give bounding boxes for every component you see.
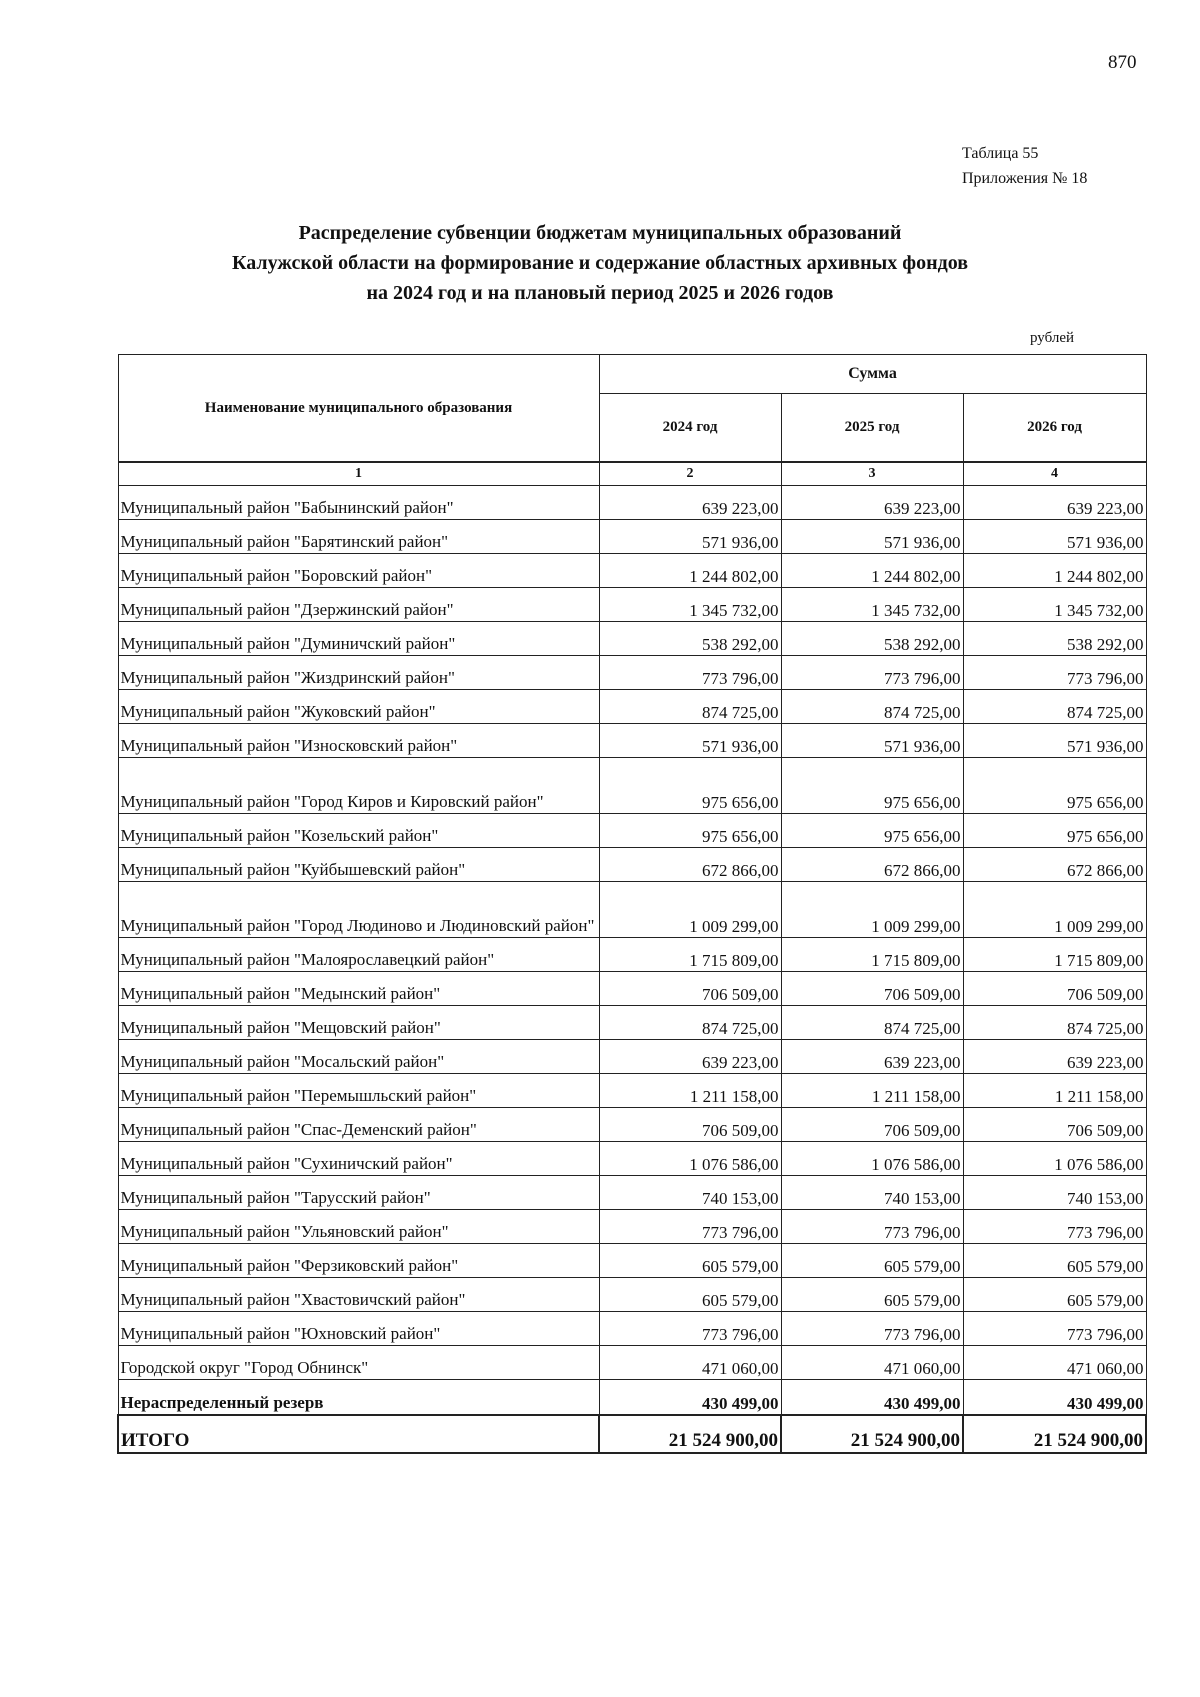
amount-2024: 605 579,00 [599,1278,781,1312]
table-row [118,972,1146,1006]
amount-2026: 1 244 802,00 [963,554,1146,588]
amount-2024: 471 060,00 [599,1346,781,1380]
municipality-name: Муниципальный район "Дзержинский район" [118,588,599,622]
amount-2026: 1 076 586,00 [963,1142,1146,1176]
municipality-name: Нераспределенный резерв [118,1380,599,1416]
amount-2026: 1 715 809,00 [963,938,1146,972]
reserve-row [118,1380,1146,1416]
table-row [118,1142,1146,1176]
amount-2024: 639 223,00 [599,486,781,520]
page-number: 870 [1108,52,1137,73]
municipality-name: Муниципальный район "Спас-Деменский район" [118,1108,599,1142]
title-line-3: на 2024 год и на плановый период 2025 и 2026 годов [366,282,834,304]
table-row [118,1074,1146,1108]
municipality-name: Муниципальный район "Перемышльский район" [118,1074,599,1108]
municipality-name: Муниципальный район "Город Людиново и Людиновский район" [118,882,599,938]
amount-2026: 1 009 299,00 [963,882,1146,938]
table-row [118,1346,1146,1380]
table-row [118,486,1146,520]
amount-2024: 1 345 732,00 [599,588,781,622]
municipality-name: Муниципальный район "Хвастовичский район" [118,1278,599,1312]
table-row [118,690,1146,724]
table-ref-line-1: Таблица 55 [962,145,1039,162]
municipality-name: Муниципальный район "Куйбышевский район" [118,848,599,882]
amount-2024: 639 223,00 [599,1040,781,1074]
amount-2025: 975 656,00 [781,758,963,814]
year-header-2024: 2024 год [599,393,781,462]
municipality-name: Муниципальный район "Жуковский район" [118,690,599,724]
amount-2026: 605 579,00 [963,1278,1146,1312]
table-row [118,1244,1146,1278]
table-row [118,1006,1146,1040]
table-row [118,520,1146,554]
amount-2024: 1 076 586,00 [599,1142,781,1176]
table-row [118,1040,1146,1074]
table-row [118,588,1146,622]
amount-2026: 571 936,00 [963,724,1146,758]
amount-2026: 773 796,00 [963,1312,1146,1346]
amount-2026: 1 345 732,00 [963,588,1146,622]
year-header-2026: 2026 год [963,393,1146,462]
table-row [118,1210,1146,1244]
municipality-name: Муниципальный район "Мещовский район" [118,1006,599,1040]
municipality-name: Муниципальный район "Ульяновский район" [118,1210,599,1244]
amount-2025: 1 345 732,00 [781,588,963,622]
municipality-name: Муниципальный район "Думиничский район" [118,622,599,656]
table-row [118,938,1146,972]
amount-2025: 571 936,00 [781,520,963,554]
municipality-name: Муниципальный район "Малоярославецкий район" [118,938,599,972]
amount-2025: 874 725,00 [781,690,963,724]
document-title [150,218,1050,308]
amount-2026: 740 153,00 [963,1176,1146,1210]
amount-2026: 672 866,00 [963,848,1146,882]
column-number: 4 [963,462,1146,486]
municipality-name: Муниципальный район "Медынский район" [118,972,599,1006]
municipality-name: Муниципальный район "Ферзиковский район" [118,1244,599,1278]
table-ref-line-2: Приложения № 18 [962,170,1088,187]
table-row [118,882,1146,938]
municipality-name: Муниципальный район "Козельский район" [118,814,599,848]
amount-2025: 605 579,00 [781,1244,963,1278]
amount-2025: 639 223,00 [781,1040,963,1074]
amount-2025: 706 509,00 [781,972,963,1006]
amount-2026: 639 223,00 [963,486,1146,520]
amount-2024: 773 796,00 [599,1210,781,1244]
units-label: рублей [1030,330,1075,346]
amount-2026: 706 509,00 [963,1108,1146,1142]
amount-2025: 1 715 809,00 [781,938,963,972]
amount-2025: 430 499,00 [781,1380,963,1416]
table-row [118,1176,1146,1210]
amount-2026: 1 211 158,00 [963,1074,1146,1108]
municipality-name: Муниципальный район "Тарусский район" [118,1176,599,1210]
amount-2024: 706 509,00 [599,1108,781,1142]
amount-2026: 605 579,00 [963,1244,1146,1278]
amount-2025: 773 796,00 [781,1312,963,1346]
amount-2024: 605 579,00 [599,1244,781,1278]
amount-2026: 538 292,00 [963,622,1146,656]
year-header-2025: 2025 год [781,393,963,462]
amount-2025: 975 656,00 [781,814,963,848]
amount-2025: 1 211 158,00 [781,1074,963,1108]
amount-2025: 639 223,00 [781,486,963,520]
amount-2026: 471 060,00 [963,1346,1146,1380]
amount-2026: 975 656,00 [963,814,1146,848]
amount-2024: 1 715 809,00 [599,938,781,972]
amount-2024: 1 244 802,00 [599,554,781,588]
amount-2025: 1 076 586,00 [781,1142,963,1176]
amount-2026: 571 936,00 [963,520,1146,554]
municipality-name: Муниципальный район "Юхновский район" [118,1312,599,1346]
amount-2024: 430 499,00 [599,1380,781,1416]
amount-2026: 639 223,00 [963,1040,1146,1074]
table-row [118,758,1146,814]
total-row [118,1415,1146,1453]
amount-2025: 471 060,00 [781,1346,963,1380]
amount-2025: 571 936,00 [781,724,963,758]
table-row [118,656,1146,690]
amount-2024: 874 725,00 [599,1006,781,1040]
column-number: 1 [118,462,599,486]
amount-2025: 538 292,00 [781,622,963,656]
amount-2026: 21 524 900,00 [963,1415,1146,1453]
municipality-name: Муниципальный район "Бабынинский район" [118,486,599,520]
table-row [118,1278,1146,1312]
table-reference [962,141,1087,191]
amount-2024: 975 656,00 [599,758,781,814]
amount-2025: 1 009 299,00 [781,882,963,938]
table-row [118,724,1146,758]
amount-2024: 1 211 158,00 [599,1074,781,1108]
amount-2026: 773 796,00 [963,656,1146,690]
table-row [118,848,1146,882]
amount-2024: 672 866,00 [599,848,781,882]
amount-2026: 706 509,00 [963,972,1146,1006]
name-column-header: Наименование муниципального образования [118,355,599,463]
municipality-name: Муниципальный район "Боровский район" [118,554,599,588]
municipality-name: Муниципальный район "Сухиничский район" [118,1142,599,1176]
municipality-name: Муниципальный район "Мосальский район" [118,1040,599,1074]
amount-2025: 773 796,00 [781,1210,963,1244]
budget-table [117,354,1147,1454]
amount-2025: 773 796,00 [781,656,963,690]
amount-2025: 605 579,00 [781,1278,963,1312]
municipality-name: Городской округ "Город Обнинск" [118,1346,599,1380]
amount-2024: 773 796,00 [599,1312,781,1346]
amount-2026: 975 656,00 [963,758,1146,814]
title-line-1: Распределение субвенции бюджетам муниципальных образований [298,222,902,244]
amount-2024: 773 796,00 [599,656,781,690]
municipality-name: ИТОГО [118,1415,599,1453]
amount-2025: 1 244 802,00 [781,554,963,588]
table-row [118,1108,1146,1142]
amount-2024: 975 656,00 [599,814,781,848]
amount-2024: 706 509,00 [599,972,781,1006]
amount-2024: 571 936,00 [599,724,781,758]
amount-2026: 430 499,00 [963,1380,1146,1416]
amount-2024: 740 153,00 [599,1176,781,1210]
amount-2025: 21 524 900,00 [781,1415,963,1453]
amount-2026: 874 725,00 [963,690,1146,724]
column-number: 3 [781,462,963,486]
municipality-name: Муниципальный район "Износковский район" [118,724,599,758]
municipality-name: Муниципальный район "Барятинский район" [118,520,599,554]
amount-2024: 21 524 900,00 [599,1415,781,1453]
column-number: 2 [599,462,781,486]
table-row [118,814,1146,848]
column-number-row [118,462,1146,486]
title-line-2: Калужской области на формирование и содержание областных архивных фондов [231,252,969,274]
amount-2024: 571 936,00 [599,520,781,554]
table-row [118,622,1146,656]
amount-2026: 874 725,00 [963,1006,1146,1040]
amount-2026: 773 796,00 [963,1210,1146,1244]
amount-2024: 538 292,00 [599,622,781,656]
amount-2025: 874 725,00 [781,1006,963,1040]
amount-2025: 706 509,00 [781,1108,963,1142]
municipality-name: Муниципальный район "Город Киров и Кировский район" [118,758,599,814]
amount-2025: 740 153,00 [781,1176,963,1210]
table-row [118,554,1146,588]
amount-2024: 874 725,00 [599,690,781,724]
amount-2024: 1 009 299,00 [599,882,781,938]
sum-column-header: Сумма [599,355,1146,394]
table-row [118,1312,1146,1346]
amount-2025: 672 866,00 [781,848,963,882]
municipality-name: Муниципальный район "Жиздринский район" [118,656,599,690]
